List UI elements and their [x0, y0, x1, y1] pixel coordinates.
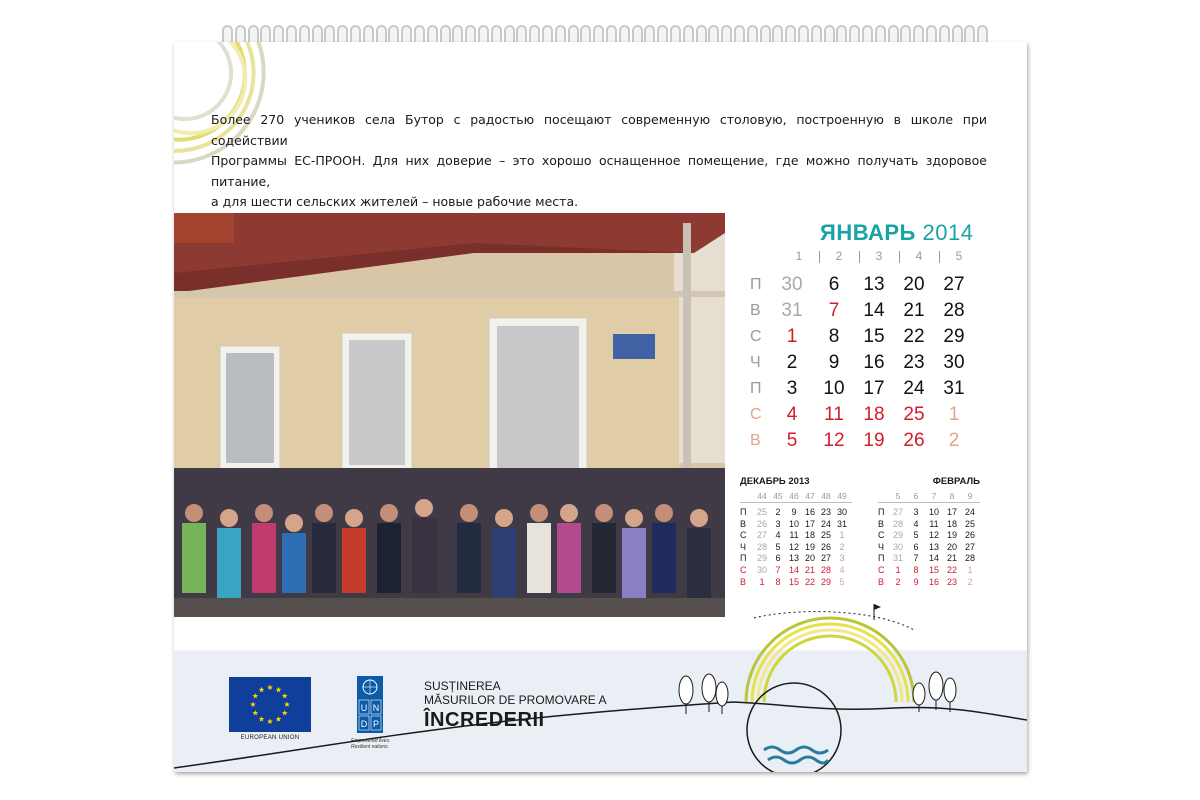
mini-calendar-day: 8	[913, 564, 919, 575]
mini-calendar-day: 3	[913, 507, 919, 517]
calendar-day: 28	[943, 300, 965, 321]
month-year: 2014	[922, 220, 974, 245]
mini-calendar-day: 11	[929, 518, 939, 529]
mini-calendar-day: 31	[892, 553, 903, 564]
weekday-label: С	[750, 328, 762, 345]
mini-calendar-day: 10	[928, 507, 939, 517]
mini-calendar-day: 23	[820, 507, 831, 517]
calendar-day: 22	[903, 326, 925, 347]
calendar-day: 1	[786, 326, 798, 347]
mini-weekday-label: П	[740, 507, 747, 517]
mini-calendar-title: ФЕВРАЛЬ	[932, 476, 980, 487]
mini-calendar-row	[740, 519, 852, 531]
mini-calendar-day: 28	[892, 518, 903, 529]
mini-calendar-row	[740, 577, 852, 589]
mini-week-number: 6	[913, 491, 919, 501]
undp-logo	[357, 676, 383, 733]
mini-calendar-day: 13	[928, 541, 939, 552]
mini-calendar-day: 24	[964, 507, 975, 517]
calendar-day: 16	[863, 352, 885, 373]
december-mini-calendar	[740, 476, 852, 588]
mini-week-number: 9	[967, 491, 973, 501]
mini-calendar-day: 6	[775, 553, 781, 564]
mini-calendar-day: 30	[892, 541, 903, 552]
mini-calendar-day: 23	[946, 576, 957, 587]
mini-calendar-day: 22	[946, 564, 957, 575]
calendar-day: 2	[786, 352, 798, 373]
mini-calendar-row	[878, 507, 980, 519]
mini-calendar-row	[740, 507, 852, 519]
mini-calendar-row	[878, 530, 980, 542]
mini-weekday-label: Ч	[878, 541, 884, 552]
mini-calendar-day: 2	[839, 541, 845, 552]
undp-tagline-line-1: Empowered lives.	[351, 738, 391, 744]
mini-calendar-day: 11	[789, 530, 799, 541]
mini-calendar-day: 12	[788, 541, 799, 552]
undp-letter-u: U	[360, 703, 368, 713]
mini-calendar-day: 25	[964, 518, 975, 529]
calendar-day: 15	[863, 326, 885, 347]
calendar-day: 31	[943, 378, 965, 399]
mini-calendar-day: 17	[804, 518, 815, 529]
mini-weekday-label: П	[740, 553, 747, 564]
mini-calendar-day: 19	[804, 541, 815, 552]
undp-letter-n: N	[372, 703, 380, 713]
mini-calendar-day: 27	[820, 553, 831, 564]
calendar-day: 9	[828, 352, 840, 373]
mini-calendar-day: 24	[820, 518, 831, 529]
mini-calendar-day: 26	[964, 530, 975, 541]
mini-weekday-label: В	[740, 576, 747, 587]
mini-calendar-row	[740, 553, 852, 565]
mini-calendar-day: 29	[892, 530, 903, 541]
mini-weekday-label: П	[878, 507, 885, 517]
week-number: 4	[915, 249, 923, 263]
mini-week-number: 5	[895, 491, 901, 501]
mini-calendar-day: 30	[836, 507, 847, 517]
mini-calendar-day: 14	[788, 564, 799, 575]
week-separator	[859, 251, 860, 263]
calendar-day: 1	[948, 404, 960, 425]
mini-calendar-row	[740, 530, 852, 542]
mini-calendar-day: 17	[946, 507, 957, 517]
mini-week-number: 7	[931, 491, 937, 501]
slogan-line-1: SUSȚINEREA	[424, 679, 501, 693]
mini-week-number: 46	[789, 491, 799, 501]
mini-calendar-day: 28	[756, 541, 767, 552]
school-children-photo	[174, 213, 725, 617]
mini-calendar-row	[878, 519, 980, 531]
calendar-day: 8	[828, 326, 840, 347]
weekday-label: С	[750, 406, 762, 423]
mini-calendar-day: 15	[788, 576, 799, 587]
mini-week-number: 48	[821, 491, 831, 501]
mini-calendar-day: 10	[788, 518, 799, 529]
mini-week-number: 45	[773, 491, 783, 501]
mini-calendar-day: 25	[756, 507, 767, 517]
calendar-day: 19	[863, 430, 885, 451]
calendar-day: 29	[943, 326, 965, 347]
weekday-label: Ч	[750, 354, 761, 371]
undp-letter-d: D	[360, 719, 368, 729]
program-slogan	[424, 679, 606, 733]
mini-calendar-day: 29	[756, 553, 767, 564]
slogan-line-2: MĂSURILOR DE PROMOVARE A	[424, 693, 607, 707]
mini-calendar-day: 7	[913, 553, 919, 564]
photo-caption	[211, 110, 987, 213]
eu-flag-logo	[229, 677, 311, 732]
mini-calendar-day: 2	[967, 576, 973, 587]
calendar-day: 2	[948, 430, 960, 451]
mini-calendar-day: 30	[756, 564, 767, 575]
mini-calendar-day: 27	[756, 530, 767, 541]
calendar-day: 20	[903, 274, 925, 295]
calendar-day: 17	[863, 378, 885, 399]
calendar-day: 18	[863, 404, 885, 425]
mini-calendar-day: 4	[839, 564, 845, 575]
calendar-day: 12	[823, 430, 845, 451]
calendar-day: 26	[903, 430, 925, 451]
mini-calendar-day: 27	[892, 507, 903, 517]
mini-calendar-day: 14	[928, 553, 939, 564]
mini-calendar-day: 1	[839, 530, 845, 541]
eu-label: EUROPEAN UNION	[240, 735, 300, 741]
mini-calendar-day: 5	[913, 530, 919, 541]
mini-calendar-day: 20	[804, 553, 815, 564]
mini-calendar-day: 4	[775, 530, 781, 541]
mini-calendar-day: 9	[913, 576, 919, 587]
mini-calendar-day: 1	[759, 576, 765, 587]
mini-calendar-day: 5	[775, 541, 781, 552]
undp-tagline	[351, 738, 401, 750]
mini-calendar-day: 26	[756, 518, 767, 529]
weekday-label: В	[750, 302, 761, 319]
week-number: 1	[795, 249, 803, 263]
month-name: ЯНВАРЬ	[820, 220, 916, 245]
week-separator	[939, 251, 940, 263]
mini-calendar-day: 2	[895, 576, 901, 587]
mini-calendar-day: 7	[775, 564, 781, 575]
mini-calendar-day: 31	[836, 518, 847, 529]
mini-week-numbers	[740, 490, 852, 503]
mini-calendar-row	[878, 565, 980, 577]
calendar-day: 23	[903, 352, 925, 373]
mini-calendar-day: 27	[964, 541, 975, 552]
caption-line-3: а для шести сельских жителей – новые рабочие места.	[211, 194, 579, 209]
calendar-day: 14	[863, 300, 885, 321]
mini-calendar-row	[878, 553, 980, 565]
weekday-label: П	[750, 276, 762, 293]
mini-weekday-label: С	[878, 530, 885, 541]
mini-calendar-day: 1	[967, 564, 973, 575]
mini-calendar-day: 18	[804, 530, 815, 541]
mini-calendar-row	[878, 542, 980, 554]
mini-calendar-day: 8	[775, 576, 781, 587]
mini-calendar-day: 5	[839, 576, 845, 587]
week-separator	[899, 251, 900, 263]
slogan-title: ÎNCREDERII	[424, 709, 545, 731]
mini-calendar-day: 3	[839, 553, 845, 564]
calendar-day: 21	[903, 300, 925, 321]
caption-line-2: Программы ЕС-ПРООН. Для них доверие – это хорошо оснащенное помещение, где можно получать здоровое питание,	[211, 153, 987, 189]
calendar-day: 27	[943, 274, 965, 295]
mini-calendar-day: 25	[820, 530, 831, 541]
mini-weekday-label: П	[878, 553, 885, 564]
calendar-day: 5	[786, 430, 798, 451]
mini-calendar-day: 2	[775, 507, 781, 517]
calendar-day: 4	[786, 404, 798, 425]
caption-line-1: Более 270 учеников села Бутор с радостью посещают современную столовую, построенную в школе при содействии	[211, 112, 987, 148]
mini-calendar-day: 16	[928, 576, 939, 587]
week-separator	[819, 251, 820, 263]
mini-weekday-label: С	[740, 530, 747, 541]
mini-calendar-day: 18	[946, 518, 957, 529]
week-number: 5	[955, 249, 963, 263]
week-number: 2	[835, 249, 843, 263]
calendar-day: 31	[781, 300, 803, 321]
mini-calendar-day: 28	[820, 564, 831, 575]
calendar-day: 30	[781, 274, 803, 295]
calendar-day: 24	[903, 378, 925, 399]
month-title	[820, 220, 973, 246]
mini-week-number: 44	[757, 491, 767, 501]
mini-calendar-day: 22	[804, 576, 815, 587]
mini-weekday-label: С	[740, 564, 747, 575]
mini-calendar-row	[878, 577, 980, 589]
mini-calendar-day: 15	[928, 564, 939, 575]
calendar-day: 10	[823, 378, 845, 399]
mini-calendar-day: 20	[946, 541, 957, 552]
weekday-label: В	[750, 432, 761, 449]
mini-weekday-label: В	[740, 518, 747, 529]
mini-weekday-label: В	[878, 518, 885, 529]
mini-calendar-day: 29	[820, 576, 831, 587]
mini-calendar-day: 16	[804, 507, 815, 517]
mini-calendar-day: 6	[913, 541, 919, 552]
calendar-day: 30	[943, 352, 965, 373]
calendar-day: 6	[828, 274, 840, 295]
mini-calendar-day: 1	[895, 564, 901, 575]
week-number: 3	[875, 249, 883, 263]
mini-weekday-label: С	[878, 564, 885, 575]
mini-calendar-day: 19	[946, 530, 957, 541]
calendar-day: 13	[863, 274, 885, 295]
mini-calendar-day: 21	[946, 553, 957, 564]
mini-week-number: 8	[949, 491, 955, 501]
mini-calendar-day: 12	[928, 530, 939, 541]
mini-calendar-row	[740, 565, 852, 577]
mini-calendar-day: 13	[788, 553, 799, 564]
undp-tagline-line-2: Resilient nations.	[351, 744, 390, 750]
mini-calendar-day: 28	[964, 553, 975, 564]
calendar-day: 7	[828, 300, 840, 321]
mini-calendar-day: 4	[913, 518, 919, 529]
mini-calendar-day: 21	[804, 564, 815, 575]
undp-letter-p: P	[372, 719, 380, 729]
mini-weekday-label: Ч	[740, 541, 746, 552]
calendar-day: 3	[786, 378, 798, 399]
mini-calendar-day: 3	[775, 518, 781, 529]
calendar-day: 11	[824, 404, 844, 425]
mini-calendar-day: 26	[820, 541, 831, 552]
mini-calendar-day: 9	[791, 507, 797, 517]
mini-calendar-row	[740, 542, 852, 554]
mini-week-numbers	[878, 490, 980, 503]
mini-week-number: 49	[837, 491, 847, 501]
february-mini-calendar	[878, 476, 980, 588]
weekday-label: П	[750, 380, 762, 397]
mini-week-number: 47	[805, 491, 815, 501]
mini-weekday-label: В	[878, 576, 885, 587]
mini-calendar-title: ДЕКАБРЬ 2013	[740, 476, 810, 487]
week-numbers	[782, 249, 982, 265]
calendar-day: 25	[903, 404, 925, 425]
